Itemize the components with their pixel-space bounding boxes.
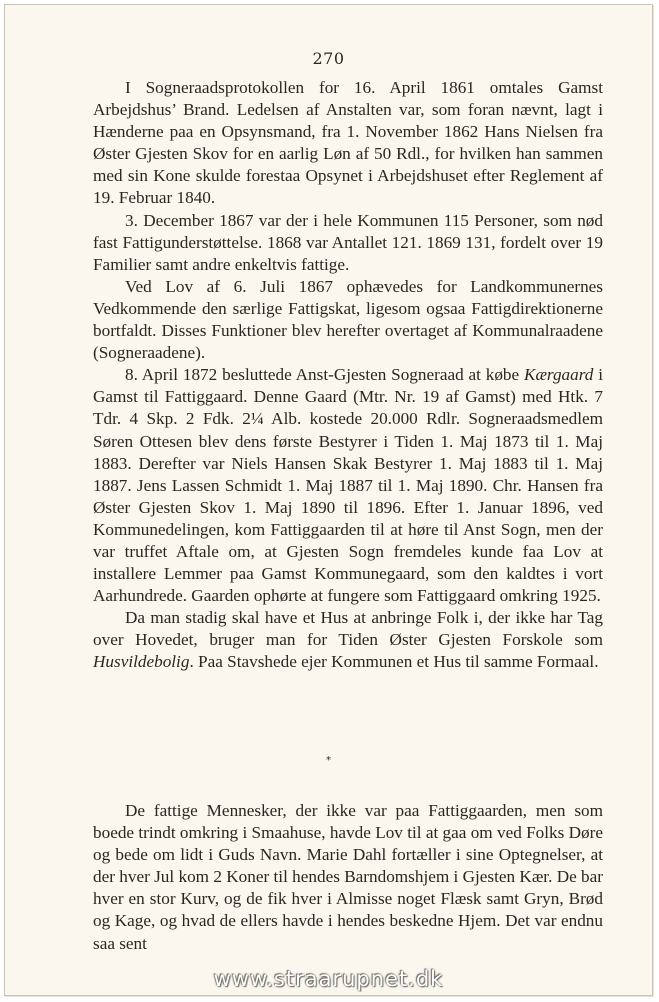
paragraph bbox=[93, 800, 603, 955]
paragraph bbox=[93, 607, 603, 673]
text-run: 8. April 1872 besluttede Anst-Gjesten Sogneraad at købe bbox=[125, 365, 524, 385]
paragraph bbox=[93, 364, 603, 607]
italic-term: Kærgaard bbox=[523, 365, 594, 385]
body-text-upper bbox=[93, 77, 603, 674]
page-number: 270 bbox=[312, 49, 345, 68]
text-run: I Sogneraadsprotokollen for 16. April 1861 omtales Gamst Arbejdshus’ Brand. Ledelsen af Anstalten var, som foran nævnt, lagt i Hænderne paa en Opsynsmand, fra 1. November 1862 Hans Nielsen fra Øster Gjesten Skov for en aarlig Løn af 50 Rdl., for hvilken han sammen med sin Kone skulde forestaa Opsynet i Arbejdshuset efter Reglement af 19. Februar 1840. bbox=[93, 78, 603, 208]
italic-term: Husvildebolig bbox=[93, 652, 190, 672]
paragraph bbox=[93, 77, 603, 210]
text-run: De fattige Mennesker, der ikke var paa Fattiggaarden, men som boede trindt omkring i Smaahuse, havde Lov til at gaa om ved Folks Døre og bede om lidt i Guds Navn. Marie Dahl fortæller i sine Optegnelser, at der hver Jul kom 2 Koner til hendes Barndomshjem i Gjesten Kær. De bar hver en stor Kurv, og de fik hver i Almisse noget Flæsk samt Gryn, Brød og Kage, og hvad de ellers havde i hendes beskedne Hjem. Det var endnu saa sent bbox=[93, 801, 603, 953]
section-divider-star: * bbox=[326, 755, 331, 766]
scanned-page bbox=[4, 4, 653, 996]
watermark-url: www.straarupnet.dk bbox=[213, 967, 444, 991]
text-run: . Paa Stavshede ejer Kommunen et Hus til samme Formaal. bbox=[189, 652, 599, 672]
text-run: i Gamst til Fattiggaard. Denne Gaard (Mtr. Nr. 19 af Gamst) med Htk. 7 Tdr. 4 Skp. 2 Fdk. 2¼ Alb. kostede 20.000 Rdlr. Sogneraadsmedlem Søren Ottesen blev dens første Bestyrer i Tiden 1. Maj 1873 til 1. Maj 1883. Derefter var Niels Hansen Skak Bestyrer 1. Maj 1883 til 1. Maj 1887. Jens Lassen Schmidt 1. Maj 1887 til 1. Maj 1890. Chr. Hansen fra Øster Gjesten Skov 1. Maj 1890 til 1896. Efter 1. Januar 1896, ved Kommunedelingen, kom Fattiggaarden til at høre til Anst Sogn, men der var truffet Aftale om, at Gjesten Sogn fremdeles kunde faa Lov at installere Lemmer paa Gamst Kommunegaard, som den kaldtes i vort Aarhundrede. Gaarden ophørte at fungere som Fattiggaard omkring 1925. bbox=[93, 365, 603, 606]
text-run: 3. December 1867 var der i hele Kommunen 115 Personer, som nød fast Fattigunderstøttelse. 1868 var Antallet 121. 1869 131, fordelt over 19 Familier samt andre enkeltvis fattige. bbox=[93, 210, 603, 274]
paragraph bbox=[93, 276, 603, 364]
paragraph bbox=[93, 210, 603, 276]
body-text-lower bbox=[93, 800, 603, 955]
text-run: Da man stadig skal have et Hus at anbringe Folk i, der ikke har Tag over Hovedet, bruger man for Tiden Øster Gjesten Forskole som bbox=[93, 608, 603, 650]
text-run: Ved Lov af 6. Juli 1867 ophævedes for Landkommunernes Vedkommende den særlige Fattigskat, ligesom ogsaa Fattigdirektionerne bortfaldt. Disses Funktioner blev herefter overtaget af Kommunalraadene (Sogneraadene). bbox=[93, 276, 603, 363]
